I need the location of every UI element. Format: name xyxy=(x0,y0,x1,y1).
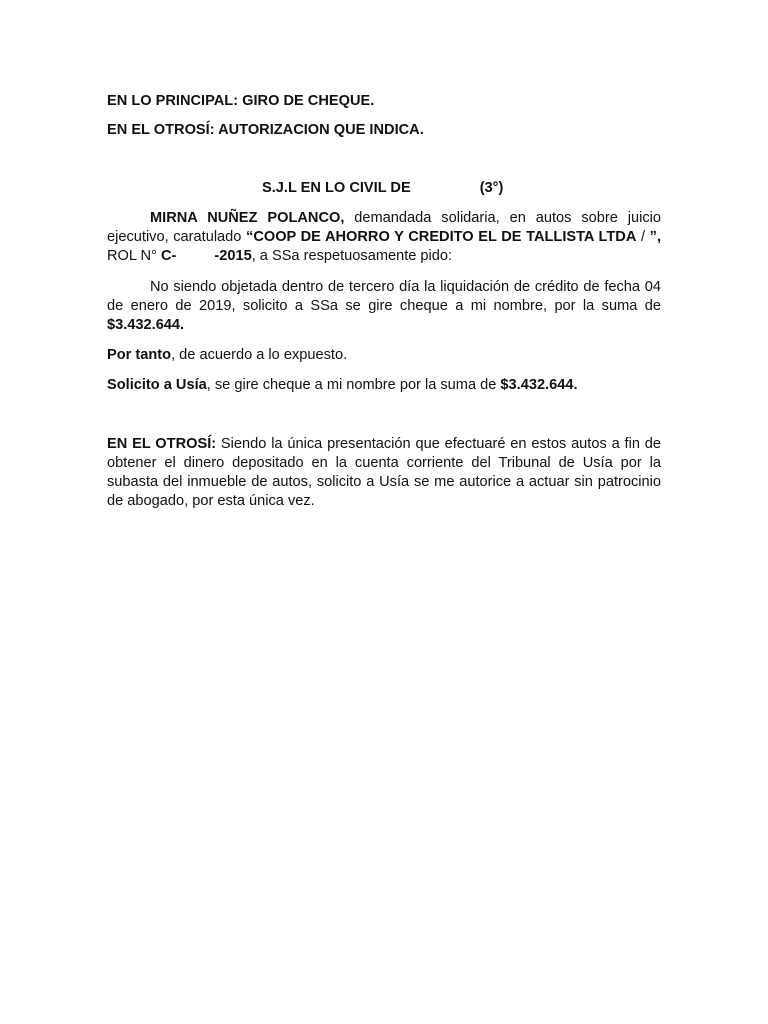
solicito-label: Solicito a Usía xyxy=(107,377,207,393)
rol-suffix: -2015 xyxy=(214,248,252,264)
otrosi-label: EN EL OTROSÍ: xyxy=(107,436,217,452)
otrosi-paragraph: EN EL OTROSÍ: Siendo la única presentación que efectuaré en estos autos a fin de obtener el dinero depositado en la cuenta corriente del Tribunal de Usía por la subasta del inmueble de autos, solicito a Usía se me autorice a actuar sin patrocinio de abogado, por esta única vez. xyxy=(107,436,661,509)
heading-principal: EN LO PRINCIPAL: GIRO DE CHEQUE. xyxy=(107,93,375,109)
rol-prefix: C- xyxy=(160,248,177,264)
por-tanto-paragraph: Por tanto, de acuerdo a lo expuesto. xyxy=(107,347,348,363)
case-title: “COOP DE AHORRO Y CREDITO EL DE TALLISTA LTDA xyxy=(246,229,637,245)
liquidacion-paragraph: No siendo objetada dentro de tercero día la liquidación de crédito de fecha 04 de enero de 2019, solicito a SSa se gire cheque a mi nombre, por la suma de $3.432.644. xyxy=(107,279,661,333)
intro-paragraph: MIRNA NUÑEZ POLANCO, demandada solidaria, en autos sobre juicio ejecutivo, caratulado “COOP DE AHORRO Y CREDITO EL DE TALLISTA LTDA / ”, ROL N° C- -2015, a SSa respetuosamente pido: xyxy=(107,210,662,264)
amount-solicito: $3.432.644. xyxy=(500,377,578,393)
court-number: (3°) xyxy=(479,180,504,196)
por-tanto-label: Por tanto xyxy=(107,347,172,363)
court-addressee xyxy=(262,180,503,196)
party-name: MIRNA NUÑEZ POLANCO, xyxy=(150,210,345,226)
heading-otrosi: EN EL OTROSÍ: AUTORIZACION QUE INDICA. xyxy=(107,122,424,138)
amount-liquidacion: $3.432.644. xyxy=(107,317,185,333)
court-name: S.J.L EN LO CIVIL DE xyxy=(262,180,411,196)
solicito-paragraph: Solicito a Usía, se gire cheque a mi nombre por la suma de $3.432.644. xyxy=(107,377,578,393)
